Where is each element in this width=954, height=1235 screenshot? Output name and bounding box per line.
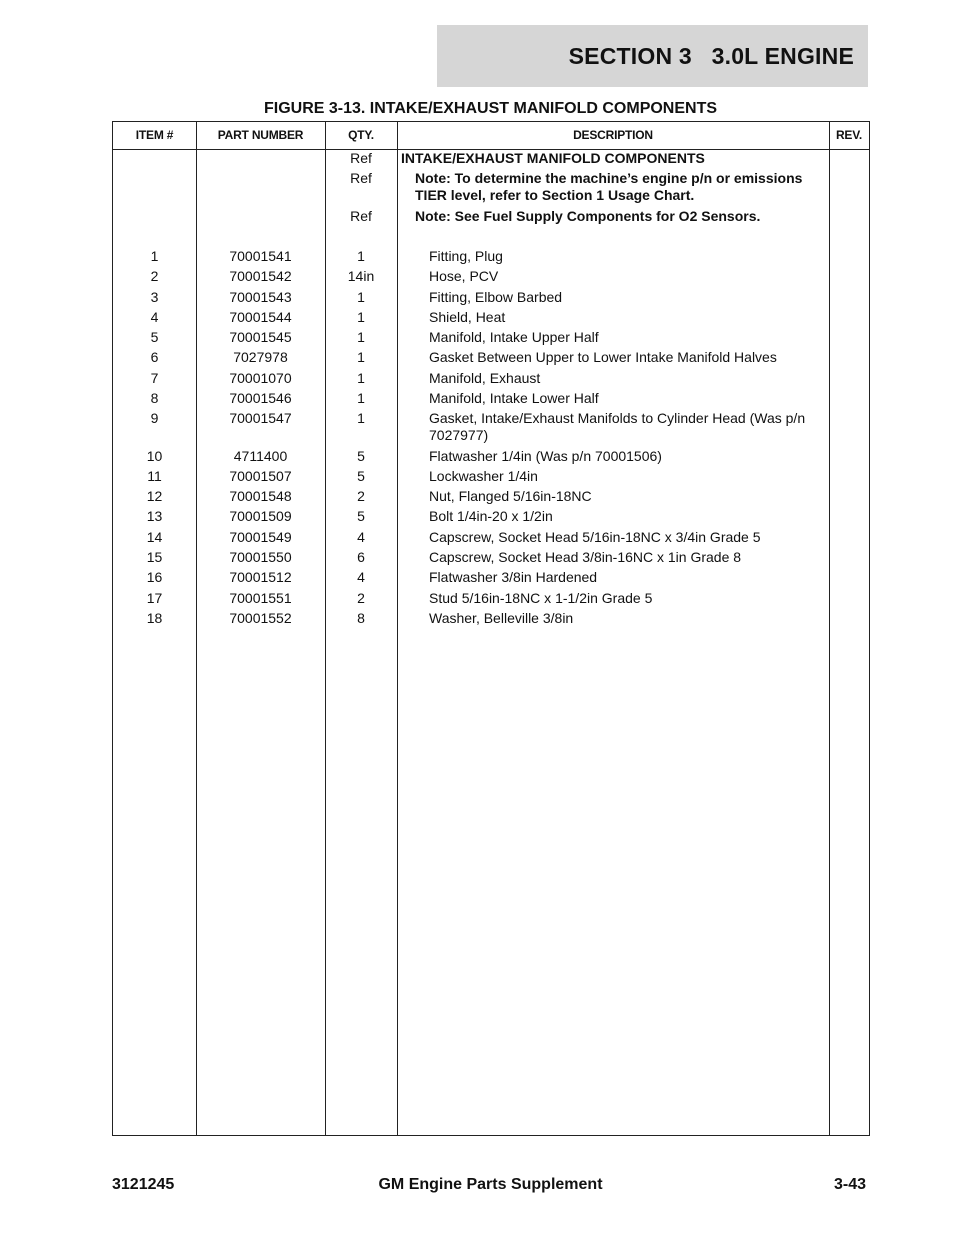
quantity: 1 — [357, 309, 365, 325]
part-number: 7027978 — [233, 349, 288, 365]
description: Note: See Fuel Supply Components for O2 Sensors. — [415, 208, 761, 224]
part-number: 70001548 — [229, 488, 292, 504]
part-number: 70001507 — [229, 468, 292, 484]
column-divider — [397, 122, 398, 1135]
description: INTAKE/EXHAUST MANIFOLD COMPONENTS — [401, 150, 705, 166]
quantity: 8 — [357, 610, 365, 626]
description: Fitting, Elbow Barbed — [429, 289, 563, 305]
item-number: 2 — [150, 268, 159, 284]
part-number: 70001541 — [229, 248, 292, 264]
footer-doc-number: 3121245 — [112, 1176, 175, 1193]
item-number: 4 — [150, 309, 159, 325]
description: Capscrew, Socket Head 5/16in-18NC x 3/4in Grade 5 — [429, 529, 761, 545]
item-number: 13 — [146, 508, 163, 524]
description: Gasket, Intake/Exhaust Manifolds to Cylinder Head (Was p/n 7027977) — [429, 410, 806, 443]
item-number: 5 — [150, 329, 159, 345]
header-part-number: PART NUMBER — [217, 128, 304, 142]
quantity: Ref — [350, 208, 372, 224]
column-divider — [829, 122, 830, 1135]
section-title: SECTION 3 3.0L ENGINE — [568, 42, 854, 69]
header-item: ITEM # — [135, 128, 174, 142]
header-description: DESCRIPTION — [573, 128, 653, 142]
item-number: 14 — [146, 529, 163, 545]
item-number: 3 — [150, 289, 159, 305]
part-number: 70001551 — [229, 590, 292, 606]
part-number: 70001512 — [229, 569, 292, 585]
quantity: 1 — [357, 289, 365, 305]
quantity: 1 — [357, 349, 365, 365]
quantity: Ref — [350, 170, 372, 186]
quantity: 4 — [357, 569, 365, 585]
quantity: 4 — [357, 529, 365, 545]
quantity: 1 — [357, 410, 365, 426]
item-number: 11 — [147, 468, 162, 484]
quantity: 6 — [357, 549, 365, 565]
description: Flatwasher 3/8in Hardened — [429, 569, 598, 585]
quantity: 5 — [357, 508, 365, 524]
description: Hose, PCV — [429, 268, 499, 284]
part-number: 70001070 — [229, 370, 292, 386]
quantity: 14in — [347, 268, 375, 284]
part-number: 70001542 — [229, 268, 292, 284]
part-number: 70001549 — [229, 529, 292, 545]
part-number: 70001547 — [229, 410, 292, 426]
item-number: 8 — [150, 390, 159, 406]
description: Manifold, Intake Lower Half — [429, 390, 599, 406]
footer-page-number: 3-43 — [833, 1176, 866, 1193]
part-number: 70001509 — [229, 508, 292, 524]
section-banner — [437, 25, 868, 87]
description: Manifold, Exhaust — [429, 370, 541, 386]
item-number: 18 — [146, 610, 163, 626]
item-number: 6 — [150, 349, 159, 365]
quantity: 1 — [357, 329, 365, 345]
part-number: 4711400 — [233, 448, 288, 464]
part-number: 70001545 — [229, 329, 292, 345]
description: Fitting, Plug — [429, 248, 503, 264]
item-number: 16 — [146, 569, 163, 585]
quantity: 1 — [357, 390, 365, 406]
description: Gasket Between Upper to Lower Intake Manifold Halves — [429, 349, 777, 365]
quantity: 1 — [357, 248, 365, 264]
description: Lockwasher 1/4in — [429, 468, 538, 484]
description: Flatwasher 1/4in (Was p/n 70001506) — [429, 448, 662, 464]
quantity: 1 — [357, 370, 365, 386]
item-number: 1 — [150, 248, 159, 264]
description: Note: To determine the machine’s engine p/n or emissions TIER level, refer to Section 1 Usage Chart. — [415, 170, 803, 203]
description: Capscrew, Socket Head 3/8in-16NC x 1in Grade 8 — [429, 549, 742, 565]
description: Manifold, Intake Upper Half — [429, 329, 599, 345]
item-number: 10 — [146, 448, 163, 464]
description: Washer, Belleville 3/8in — [429, 610, 574, 626]
header-rev: REV. — [835, 128, 863, 142]
item-number: 15 — [146, 549, 163, 565]
description: Nut, Flanged 5/16in-18NC — [429, 488, 592, 504]
item-number: 9 — [150, 410, 159, 426]
parts-table — [112, 121, 870, 1136]
quantity: 5 — [357, 448, 365, 464]
description: Shield, Heat — [429, 309, 506, 325]
quantity: 2 — [357, 590, 365, 606]
description: Bolt 1/4in-20 x 1/2in — [429, 508, 553, 524]
item-number: 7 — [150, 370, 159, 386]
footer-doc-title: GM Engine Parts Supplement — [378, 1176, 603, 1193]
figure-title: FIGURE 3-13. INTAKE/EXHAUST MANIFOLD COMPONENTS — [263, 100, 718, 117]
part-number: 70001546 — [229, 390, 292, 406]
quantity: 5 — [357, 468, 365, 484]
item-number: 17 — [146, 590, 163, 606]
quantity: Ref — [350, 150, 372, 166]
part-number: 70001544 — [229, 309, 292, 325]
part-number: 70001543 — [229, 289, 292, 305]
quantity: 2 — [357, 488, 365, 504]
item-number: 12 — [146, 488, 163, 504]
description: Stud 5/16in-18NC x 1-1/2in Grade 5 — [429, 590, 653, 606]
part-number: 70001550 — [229, 549, 292, 565]
header-qty: QTY. — [348, 128, 374, 142]
part-number: 70001552 — [229, 610, 292, 626]
